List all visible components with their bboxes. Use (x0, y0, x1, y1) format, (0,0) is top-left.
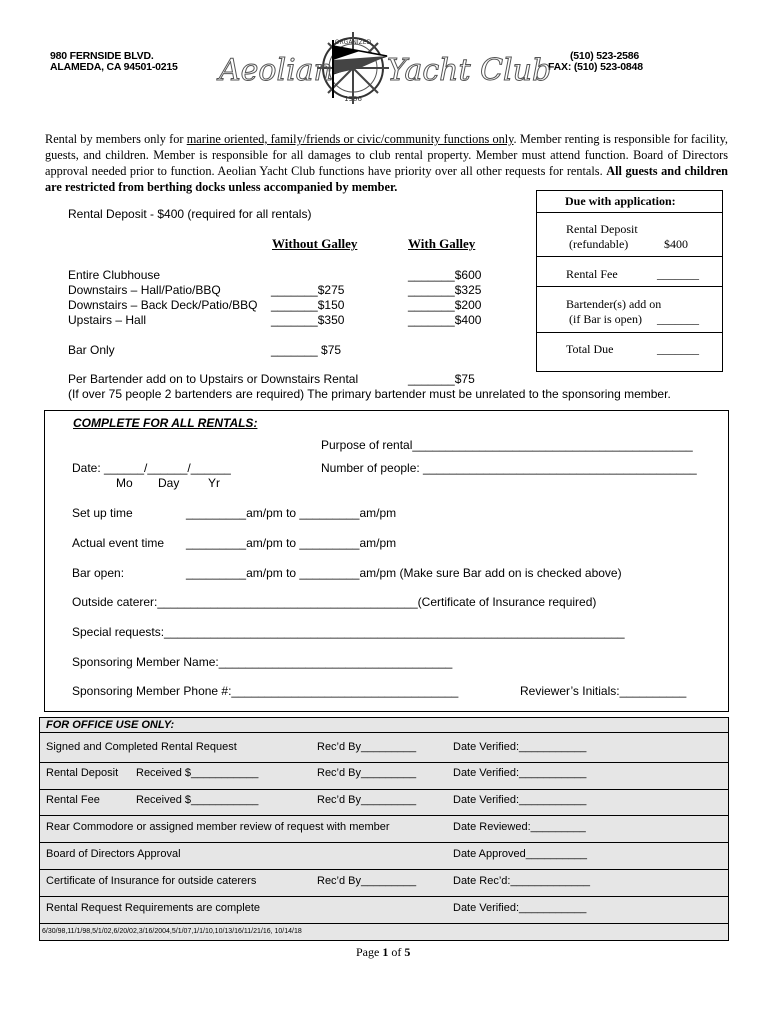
office-row-date[interactable]: Date Rec’d:_____________ (453, 875, 591, 887)
price-row-without[interactable]: _______$150 (271, 298, 345, 312)
office-row-label: Signed and Completed Rental Request (46, 741, 237, 753)
due-bartender-label: Bartender(s) add on (566, 297, 662, 311)
sponsoring-member-phone-field[interactable]: Sponsoring Member Phone #:__________________________________ (72, 684, 459, 698)
office-row-label: Rental Deposit (46, 767, 119, 779)
price-row-label: Downstairs – Hall/Patio/BBQ (68, 283, 221, 297)
price-row-label: Downstairs – Back Deck/Patio/BBQ (68, 298, 258, 312)
office-row-label: Rental Request Requirements are complete (46, 902, 261, 914)
office-row-recd-by[interactable]: Rec’d By_________ (317, 875, 417, 887)
outside-caterer-field[interactable]: Outside caterer:_______________________________________(Certificate of Insurance required) (72, 595, 597, 609)
club-fax: FAX: (510) 523-0848 (548, 61, 643, 73)
office-row-date[interactable]: Date Verified:___________ (453, 902, 587, 914)
page-number: Page 1 of 5 (356, 945, 411, 959)
svg-text:Aeolian: Aeolian (219, 53, 333, 88)
office-row-label: Certificate of Insurance for outside caterers (46, 875, 257, 887)
price-row-with[interactable]: _______$400 (408, 313, 482, 327)
column-without-galley: Without Galley (272, 236, 358, 251)
due-deposit-label: Rental Deposit (566, 222, 638, 236)
sponsoring-member-name-field[interactable]: Sponsoring Member Name:___________________________________ (72, 655, 453, 669)
date-day-label: Day (158, 476, 180, 490)
office-row-received[interactable]: Received $___________ (136, 794, 259, 806)
revision-dates: 6/30/98,11/1/98,5/1/02,6/20/02,3/16/2004,5/1/07,1/1/10,10/13/16/11/21/16, 10/14/18 (42, 928, 302, 935)
due-deposit-sub: (refundable) (569, 237, 629, 251)
office-row-recd-by[interactable]: Rec’d By_________ (317, 767, 417, 779)
bar-open-field[interactable]: _________am/pm to _________am/pm (Make sure Bar add on is checked above) (186, 566, 622, 580)
due-bartender-sub: (if Bar is open) (569, 312, 642, 326)
club-address-line2: ALAMEDA, CA 94501-0215 (50, 61, 178, 73)
complete-section-title: COMPLETE FOR ALL RENTALS: (73, 416, 258, 430)
number-of-people-field[interactable]: Number of people: _________________________________________ (321, 461, 697, 475)
club-phone: (510) 523-2586 (570, 50, 640, 62)
office-row-date[interactable]: Date Verified:___________ (453, 767, 587, 779)
due-box-title: Due with application: (565, 194, 676, 208)
office-row-label: Rental Fee (46, 794, 100, 806)
office-row-date[interactable]: Date Approved__________ (453, 848, 587, 860)
price-row-without[interactable]: _______$350 (271, 313, 345, 327)
bartender-note: (If over 75 people 2 bartenders are required) The primary bartender must be unrelated to the sponsoring member. (68, 387, 671, 401)
due-fee-blank[interactable]: _______ (657, 267, 699, 281)
office-row-recd-by[interactable]: Rec’d By_________ (317, 794, 417, 806)
svg-text:ORGANIZED: ORGANIZED (334, 39, 372, 46)
date-field[interactable]: Date: ______/______/______ (72, 461, 231, 475)
setup-time-field[interactable]: _________am/pm to _________am/pm (186, 506, 397, 520)
price-row-with[interactable]: _______$600 (408, 268, 482, 282)
office-row-date[interactable]: Date Verified:___________ (453, 741, 587, 753)
office-row-date[interactable]: Date Verified:___________ (453, 794, 587, 806)
date-year-label: Yr (208, 476, 220, 490)
price-row-label: Entire Clubhouse (68, 268, 161, 282)
office-row-label: Rear Commodore or assigned member review of request with member (46, 821, 390, 833)
due-total-label: Total Due (566, 342, 614, 356)
price-row-with[interactable]: _______$200 (408, 298, 482, 312)
due-with-application-box (536, 190, 723, 372)
bar-open-label: Bar open: (72, 566, 125, 580)
purpose-of-rental-field[interactable]: Purpose of rental__________________________________________ (321, 438, 693, 452)
office-row-received[interactable]: Received $___________ (136, 767, 259, 779)
bartender-addon-price[interactable]: _______$75 (408, 372, 475, 386)
club-logo (215, 28, 552, 108)
svg-text:Yacht Club: Yacht Club (387, 53, 552, 88)
price-row-label: Upstairs – Hall (68, 313, 147, 327)
rental-policy-paragraph: Rental by members only for marine oriented, family/friends or civic/community functions only. Member renting is responsible for facility, guests, and children. Member is responsible for all damages to club rental property. Member must attend function. Board of Directors approval needed prior to function. Aeolian Yacht Club functions have priority over all other requests for rentals. All guests and children are restricted from berthing docks unless accompanied by member. (45, 132, 729, 194)
office-row-recd-by[interactable]: Rec’d By_________ (317, 741, 417, 753)
reviewer-initials-field[interactable]: Reviewer’s Initials:__________ (520, 684, 687, 698)
office-use-title: FOR OFFICE USE ONLY: (46, 719, 175, 731)
event-time-field[interactable]: _________am/pm to _________am/pm (186, 536, 397, 550)
date-month-label: Mo (116, 476, 133, 490)
column-with-galley: With Galley (408, 236, 476, 251)
rental-deposit-line: Rental Deposit - $400 (required for all rentals) (68, 207, 312, 221)
bar-only-price[interactable]: _______ $75 (271, 343, 342, 357)
due-fee-label: Rental Fee (566, 267, 618, 281)
special-requests-field[interactable]: Special requests:_____________________________________________________________________ (72, 625, 625, 639)
due-total-blank[interactable]: _______ (657, 342, 699, 356)
due-bartender-blank[interactable]: _______ (657, 312, 699, 326)
svg-text:1906: 1906 (344, 95, 362, 103)
price-row-without[interactable]: _______$275 (271, 283, 345, 297)
event-time-label: Actual event time (72, 536, 165, 550)
office-row-label: Board of Directors Approval (46, 848, 181, 860)
price-row-with[interactable]: _______$325 (408, 283, 482, 297)
setup-time-label: Set up time (72, 506, 133, 520)
office-row-date[interactable]: Date Reviewed:_________ (453, 821, 586, 833)
club-address-line1: 980 FERNSIDE BLVD. (50, 50, 154, 62)
due-deposit-amount: $400 (664, 237, 688, 251)
club-logo-graphic (215, 28, 552, 108)
bartender-addon-label: Per Bartender add on to Upstairs or Downstairs Rental (68, 372, 359, 386)
bar-only-label: Bar Only (68, 343, 115, 357)
